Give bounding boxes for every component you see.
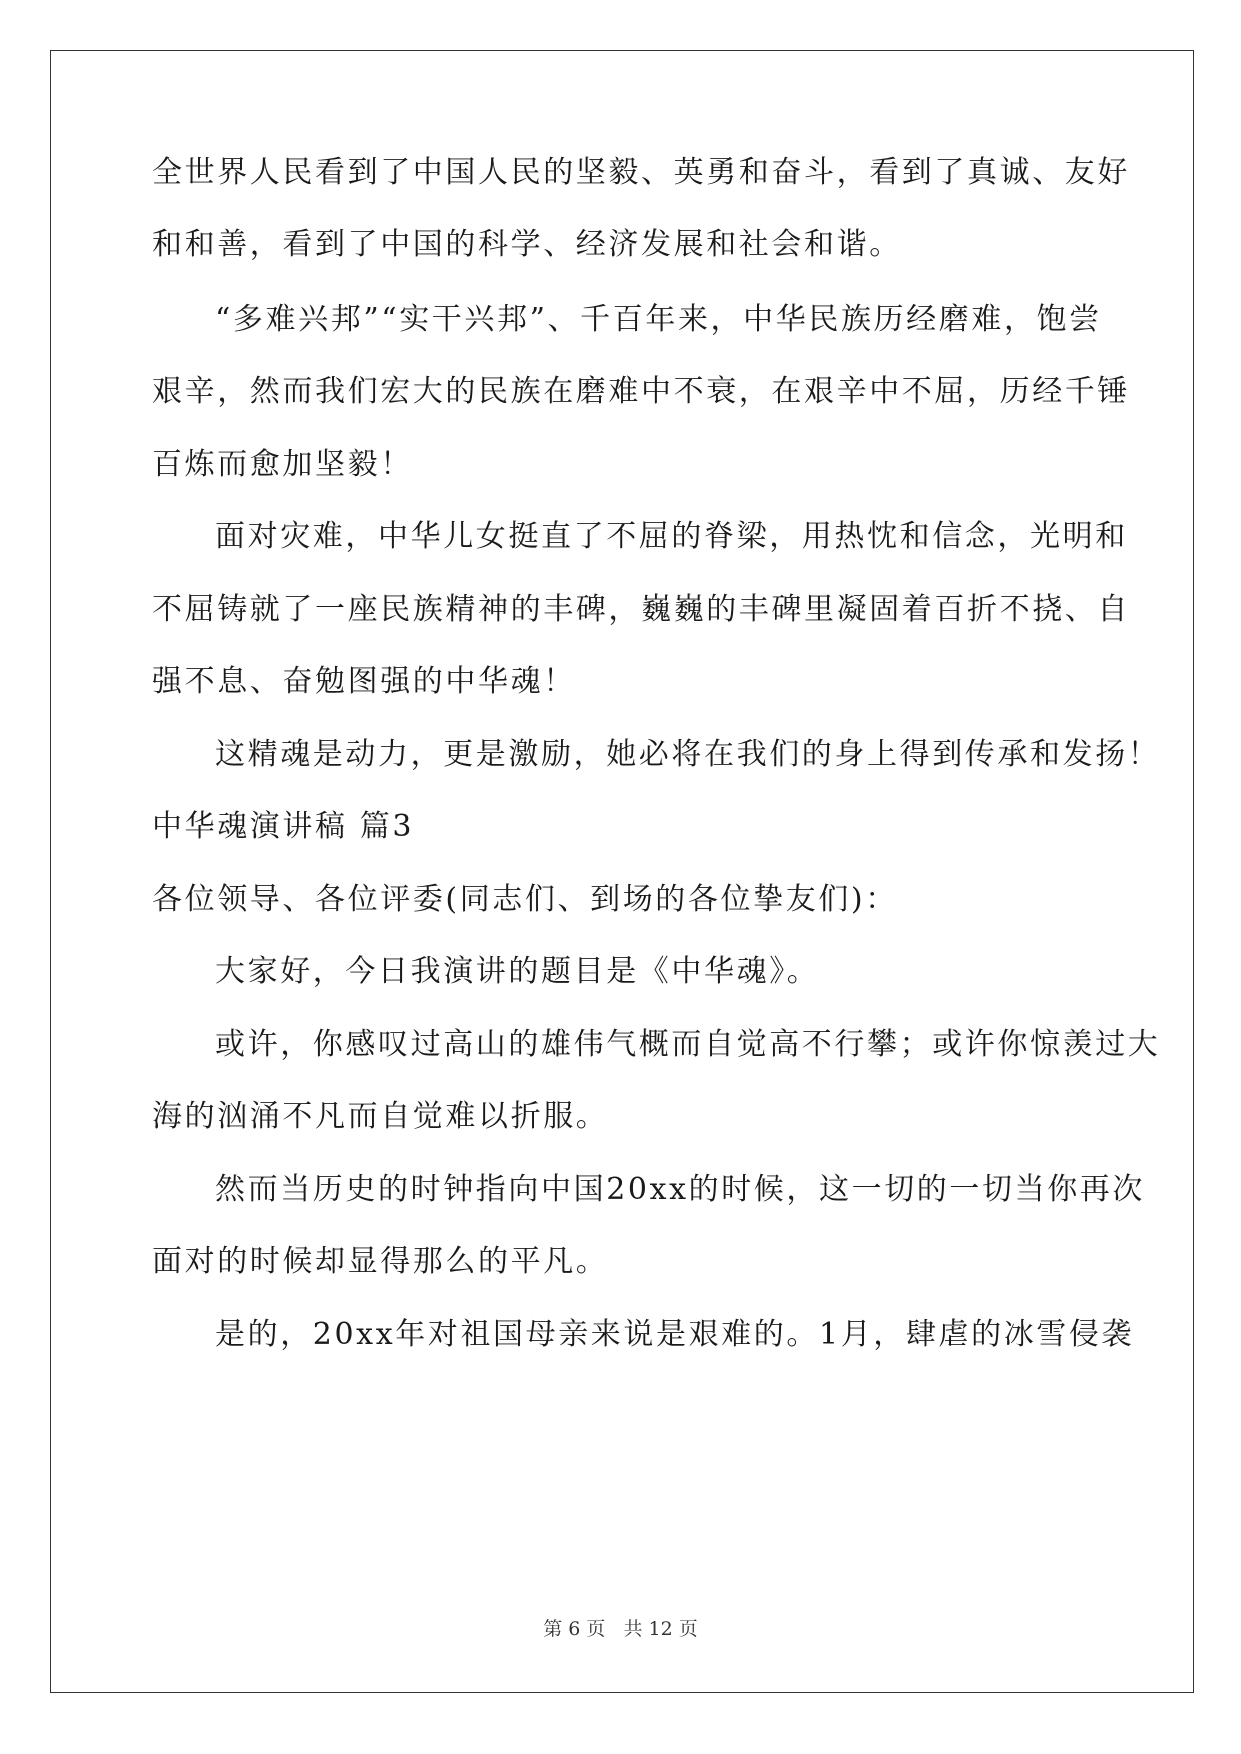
salutation-line: 各位领导、各位评委(同志们、到场的各位挚友们)： xyxy=(152,882,898,917)
body-line: 强不息、奋勉图强的中华魂！ xyxy=(152,664,576,699)
page-number-footer: 第 6 页 共 12 页 xyxy=(543,1618,698,1640)
body-line: 全世界人民看到了中国人民的坚毅、英勇和奋斗，看到了真诚、友好 xyxy=(152,155,1130,190)
body-line: 面对的时候却显得那么的平凡。 xyxy=(152,1244,609,1279)
paragraph-start-line: 这精魂是动力，更是激励，她必将在我们的身上得到传承和发扬！ xyxy=(215,737,1161,772)
paragraph-start-line: 或许，你感叹过高山的雄伟气概而自觉高不行攀；或许你惊羡过大 xyxy=(215,1027,1161,1062)
body-line: 不屈铸就了一座民族精神的丰碑，巍巍的丰碑里凝固着百折不挠、自 xyxy=(152,592,1130,627)
body-line: 和和善，看到了中国的科学、经济发展和社会和谐。 xyxy=(152,227,902,262)
section-heading: 中华魂演讲稿 篇3 xyxy=(152,809,415,844)
paragraph-start-line: 然而当历史的时钟指向中国20xx的时候，这一切的一切当你再次 xyxy=(215,1172,1146,1207)
body-line: 艰辛，然而我们宏大的民族在磨难中不衰，在艰辛中不屈，历经千锤 xyxy=(152,374,1130,409)
body-line: 海的汹涌不凡而自觉难以折服。 xyxy=(152,1099,609,1134)
paragraph-start-line: 是的，20xx年对祖国母亲来说是艰难的。1月，肆虐的冰雪侵袭 xyxy=(215,1317,1135,1352)
paragraph-start-line: 面对灾难，中华儿女挺直了不屈的脊梁，用热忱和信念，光明和 xyxy=(215,519,1128,554)
body-line: 百炼而愈加坚毅！ xyxy=(152,447,413,482)
page-border xyxy=(50,50,1194,1693)
paragraph-start-line: 大家好，今日我演讲的题目是《中华魂》。 xyxy=(215,954,820,989)
paragraph-start-line: “多难兴邦”“实干兴邦”、千百年来，中华民族历经磨难，饱尝 xyxy=(215,302,1102,337)
